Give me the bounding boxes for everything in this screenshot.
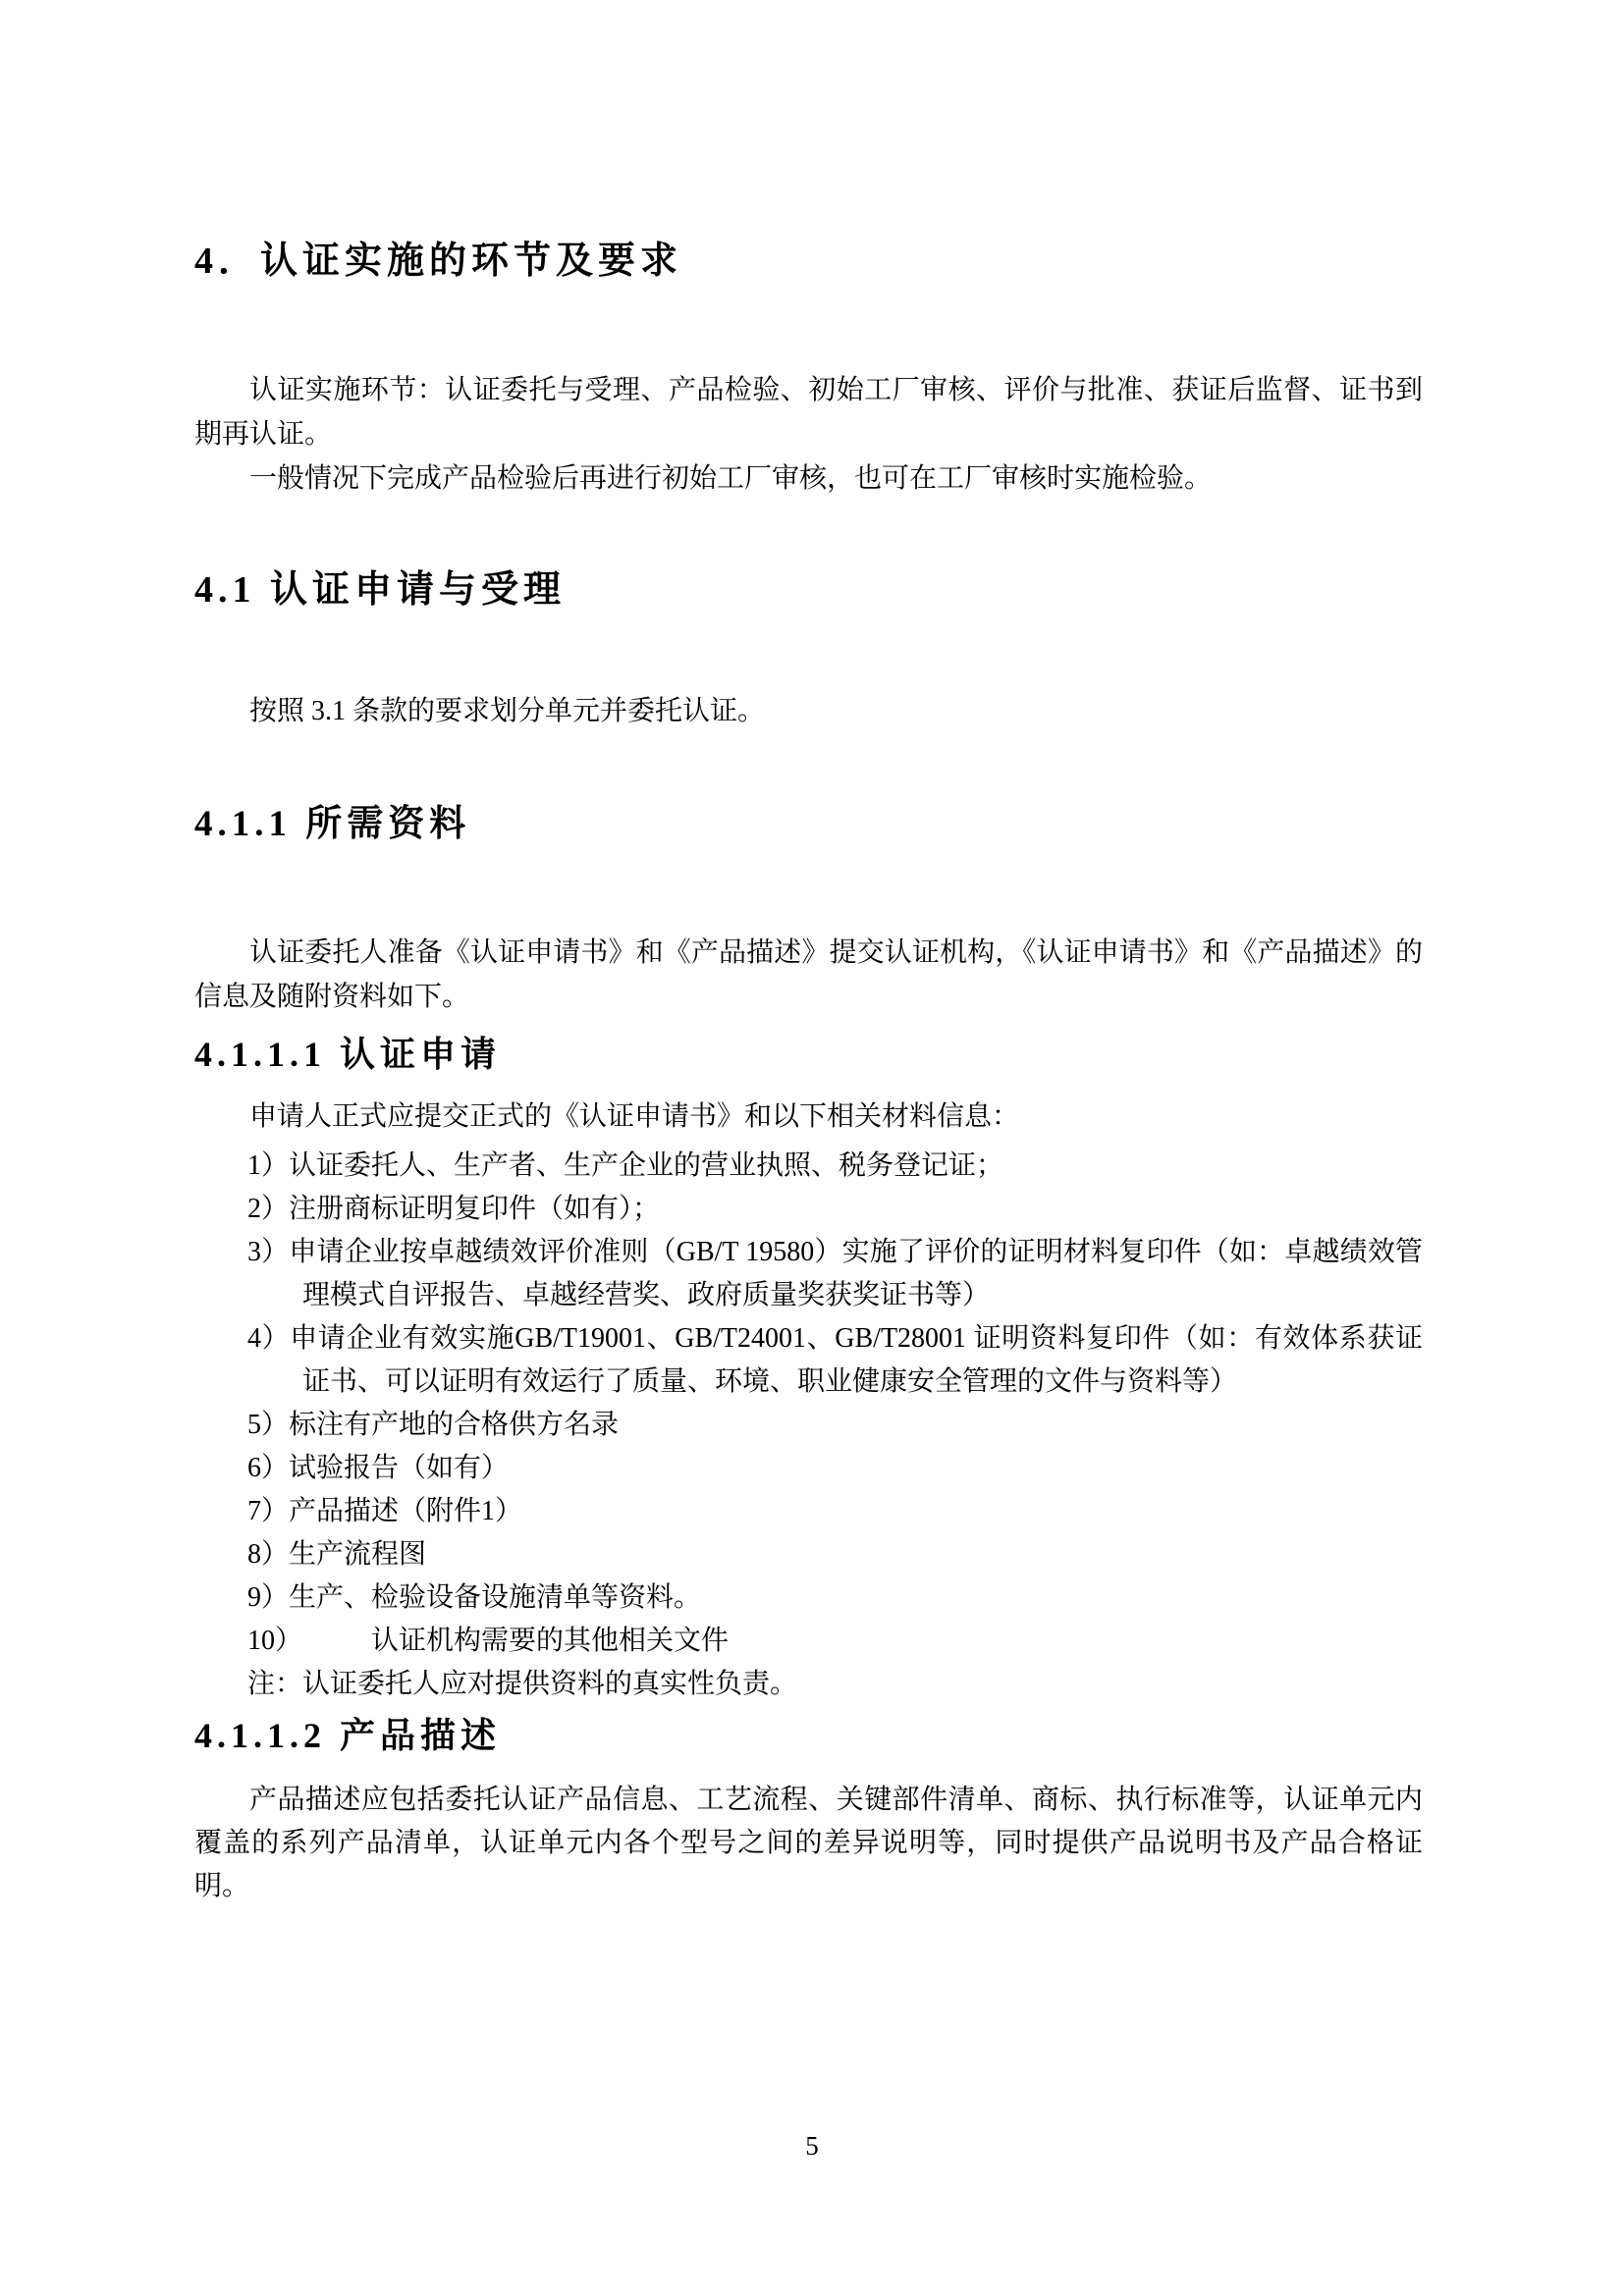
list-item: 10） 认证机构需要的其他相关文件 <box>247 1626 730 1656</box>
heading-section-4: 4．认证实施的环节及要求 <box>194 240 683 282</box>
list-item: 6）试验报告（如有） <box>247 1453 510 1483</box>
paragraph-inspection-order: 一般情况下完成产品检验后再进行初始工厂审核，也可在工厂审核时实施检验。 <box>249 463 1213 494</box>
heading-section-4-1: 4.1 认证申请与受理 <box>194 569 567 611</box>
list-item: 2）注册商标证明复印件（如有）； <box>247 1194 661 1224</box>
paragraph-application-intro: 申请人正式应提交正式的《认证申请书》和以下相关材料信息： <box>249 1101 1020 1132</box>
paragraph-implementation-steps: 认证实施环节：认证委托与受理、产品检验、初始工厂审核、评价与批准、获证后监督、证书到期再认证。 <box>194 375 1423 450</box>
list-item: 3）申请企业按卓越绩效评价准则（GB/T 19580）实施了评价的证明材料复印件（如：卓越绩效管理模式自评报告、卓越经营奖、政府质量奖获奖证书等） <box>247 1237 1423 1310</box>
list-item: 8）生产流程图 <box>247 1539 427 1570</box>
list-item: 9）生产、检验设备设施清单等资料。 <box>247 1582 702 1613</box>
list-item: 5）标注有产地的合格供方名录 <box>247 1410 620 1440</box>
paragraph-product-description: 产品描述应包括委托认证产品信息、工艺流程、关键部件清单、商标、执行标准等，认证单元内覆盖的系列产品清单，认证单元内各个型号之间的差异说明等，同时提供产品说明书及产品合格证明。 <box>194 1785 1423 1901</box>
heading-section-4-1-1-2: 4.1.1.2 产品描述 <box>194 1716 502 1755</box>
list-note: 注：认证委托人应对提供资料的真实性负责。 <box>247 1669 798 1699</box>
list-item: 4）申请企业有效实施GB/T19001、GB/T24001、GB/T28001 证明资料复印件（如：有效体系获证证书、可以证明有效运行了质量、环境、职业健康安全管理的文件与资料等） <box>247 1323 1423 1397</box>
page-number: 5 <box>805 2131 819 2161</box>
required-materials-list <box>194 1145 1423 1706</box>
list-item: 7）产品描述（附件1） <box>247 1496 523 1526</box>
paragraph-required-documents-intro: 认证委托人准备《认证申请书》和《产品描述》提交认证机构，《认证申请书》和《产品描述》的信息及随附资料如下。 <box>194 937 1423 1012</box>
list-item: 1）认证委托人、生产者、生产企业的营业执照、税务登记证； <box>247 1150 1004 1181</box>
heading-section-4-1-1-1: 4.1.1.1 认证申请 <box>194 1035 502 1074</box>
paragraph-unit-division: 按照 3.1 条款的要求划分单元并委托认证。 <box>249 696 766 726</box>
heading-section-4-1-1: 4.1.1 所需资料 <box>194 804 471 844</box>
